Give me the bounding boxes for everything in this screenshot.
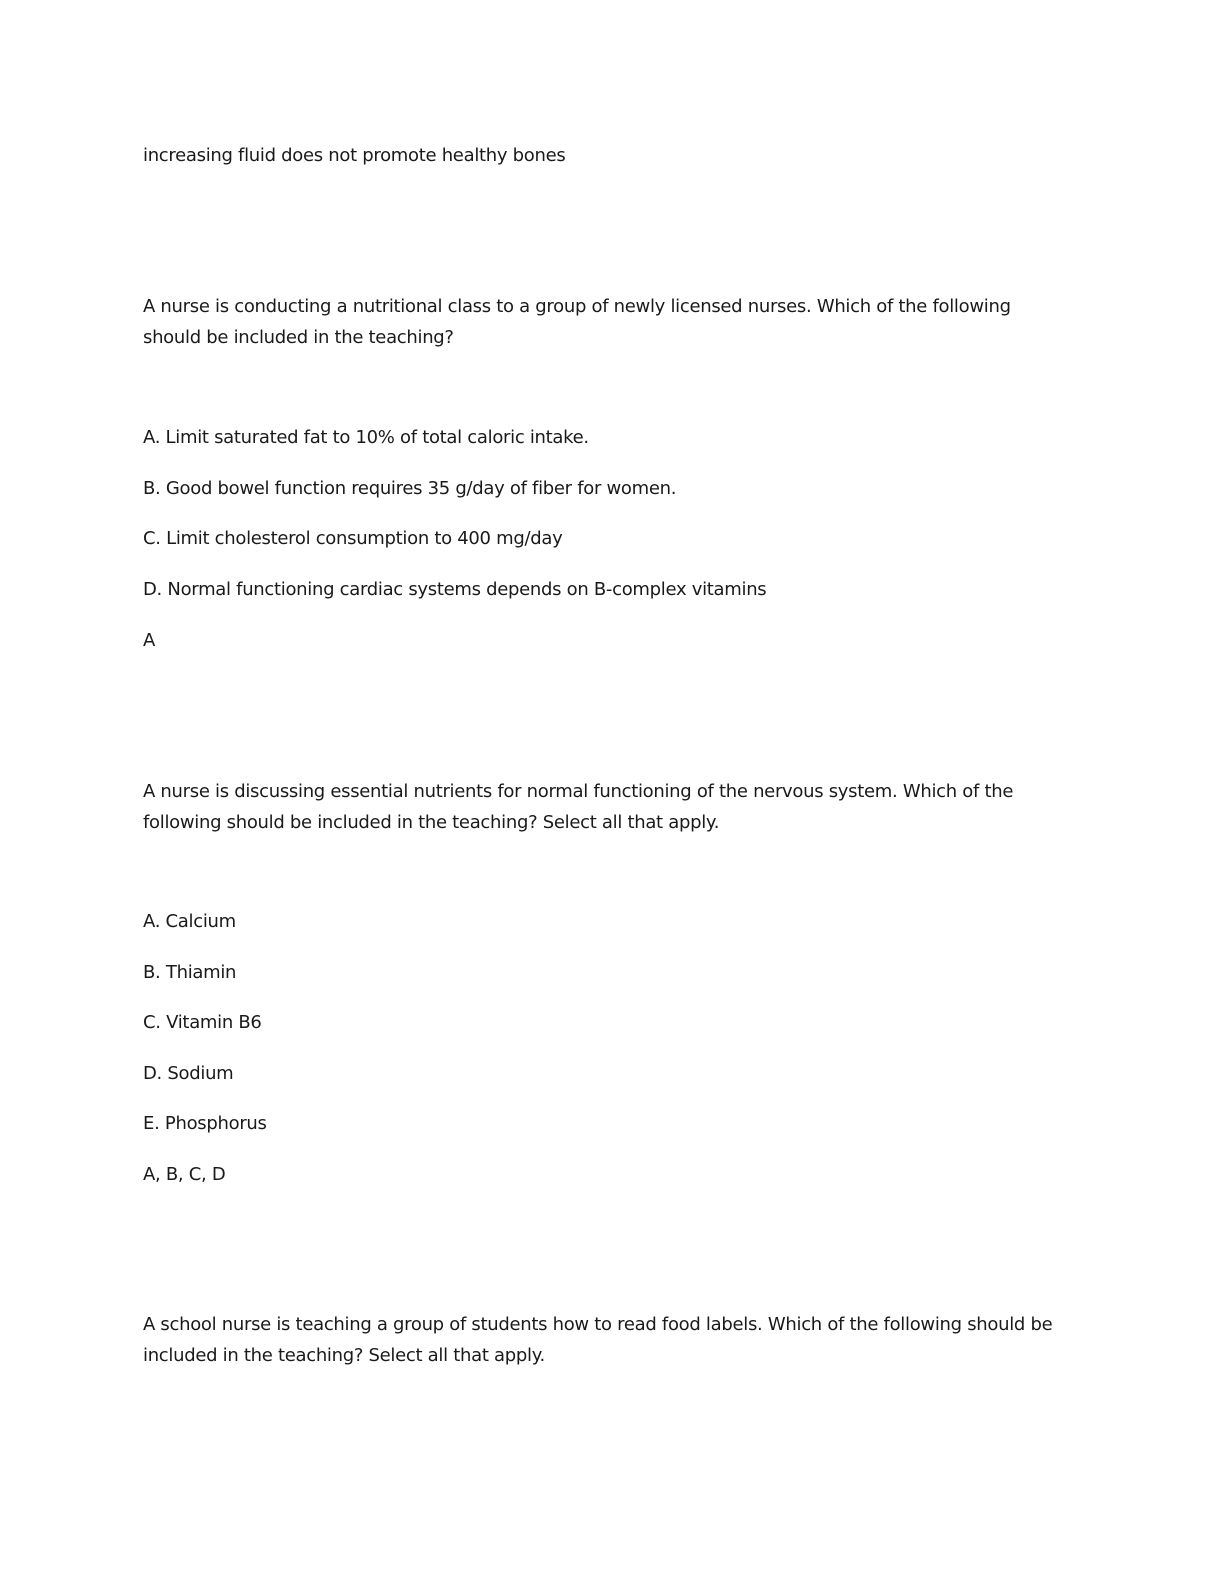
question-2-stem-line-1: A nurse is discussing essential nutrients for normal functioning of the nervous system. Which of the: [143, 781, 1014, 802]
question-2-option-b: B. Thiamin: [143, 962, 237, 983]
question-2-option-d: D. Sodium: [143, 1063, 234, 1084]
question-1-stem-line-2: should be included in the teaching?: [143, 327, 454, 348]
question-1-stem-line-1: A nurse is conducting a nutritional class to a group of newly licensed nurses. Which of the following: [143, 296, 1011, 317]
question-2-option-e: E. Phosphorus: [143, 1113, 267, 1134]
question-2-option-c: C. Vitamin B6: [143, 1012, 262, 1033]
question-1-option-c: C. Limit cholesterol consumption to 400 mg/day: [143, 528, 563, 549]
question-1-answer: A: [143, 630, 156, 651]
question-2-answer: A, B, C, D: [143, 1164, 226, 1185]
question-3-stem-line-1: A school nurse is teaching a group of students how to read food labels. Which of the following should be: [143, 1314, 1053, 1335]
question-1-option-b: B. Good bowel function requires 35 g/day of fiber for women.: [143, 478, 677, 499]
question-1-option-a: A. Limit saturated fat to 10% of total caloric intake.: [143, 427, 589, 448]
question-2-option-a: A. Calcium: [143, 911, 236, 932]
question-3-stem-line-2: included in the teaching? Select all that apply.: [143, 1345, 545, 1366]
question-1-option-d: D. Normal functioning cardiac systems depends on B-complex vitamins: [143, 579, 767, 600]
question-2-stem-line-2: following should be included in the teaching? Select all that apply.: [143, 812, 720, 833]
intro-text: increasing fluid does not promote healthy bones: [143, 145, 566, 166]
